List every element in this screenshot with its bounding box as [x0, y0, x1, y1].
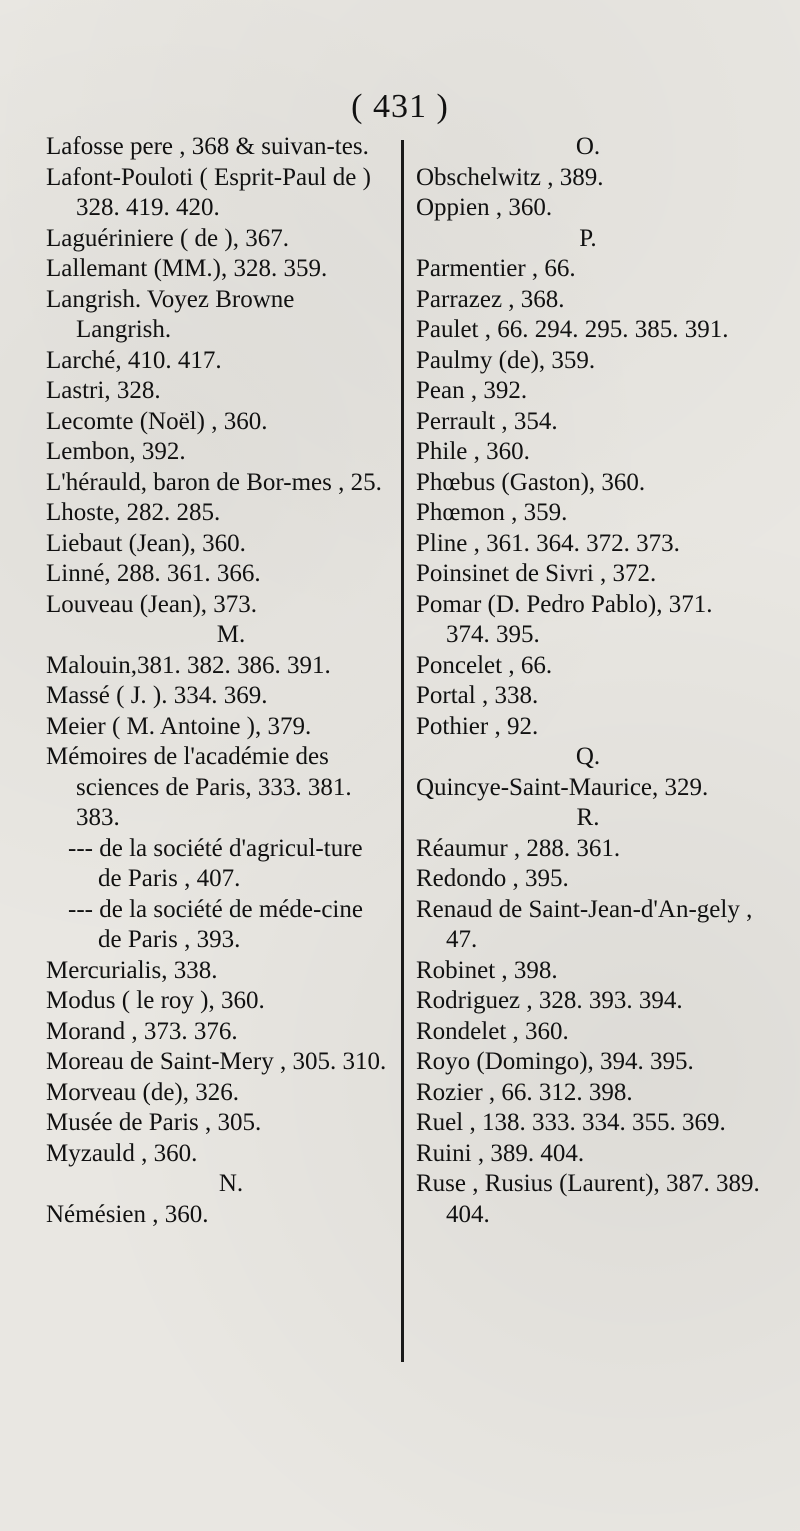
index-entry: Modus ( le roy ), 360. [46, 987, 265, 1014]
index-entry: Meier ( M. Antoine ), 379. [46, 712, 312, 740]
index-entry: Laguériniere ( de ), 367. [46, 224, 289, 252]
index-entry: Parrazez , 368. [416, 285, 565, 313]
index-entry: Ruse , Rusius (Laurent), 387. 389. 404. [416, 1170, 766, 1228]
index-entry: Phœbus (Gaston), 360. [416, 468, 646, 496]
index-entry: Poinsinet de Sivri , 372. [416, 560, 657, 587]
index-entry: Ruini , 389. 404. [416, 1139, 585, 1167]
index-entry: Quincye-Saint-Maurice, 329. [416, 773, 709, 801]
section-letter-heading: Q. [575, 743, 601, 770]
index-entry: Massé ( J. ). 334. 369. [46, 682, 268, 709]
index-entry: Moreau de Saint-Mery , 305. 310. [46, 1048, 387, 1075]
index-column-right [416, 132, 766, 1230]
index-entry: Pean , 392. [416, 377, 528, 404]
index-entry: Némésien , 360. [46, 1200, 209, 1228]
index-entry: Pomar (D. Pedro Pablo), 371. 374. 395. [416, 590, 719, 648]
index-entry: Lafosse pere , 368 & suivan-tes. [46, 133, 369, 160]
index-entry: Lembon, 392. [46, 438, 186, 465]
index-sub-entry: --- de la société d'agricul-ture de Paris , 407. [68, 834, 369, 892]
column-divider [401, 140, 404, 1362]
index-entry: Mercurialis, 338. [46, 956, 218, 984]
index-sub-entry: --- de la société de méde-cine de Paris , 393. [68, 895, 370, 953]
section-letter-heading: R. [576, 804, 600, 831]
index-entry: Louveau (Jean), 373. [46, 590, 258, 618]
index-entry: Paulet , 66. 294. 295. 385. 391. [416, 316, 729, 343]
index-entry: Oppien , 360. [416, 194, 553, 221]
index-entry: Rozier , 66. 312. 398. [416, 1078, 633, 1106]
index-entry: Lecomte (Noël) , 360. [46, 407, 268, 435]
index-entry: Myzauld , 360. [46, 1139, 198, 1167]
index-entry: Larché, 410. 417. [46, 346, 222, 374]
index-entry: Morand , 373. 376. [46, 1017, 238, 1045]
index-entry: Redondo , 395. [416, 865, 569, 892]
index-entry: Phœmon , 359. [416, 499, 568, 526]
index-entry: Obschelwitz , 389. [416, 163, 604, 191]
index-entry: Linné, 288. 361. 366. [46, 560, 261, 587]
index-entry: Réaumur , 288. 361. [416, 834, 621, 862]
index-entry: Langrish. Voyez Browne Langrish. [46, 285, 301, 343]
index-entry: L'hérauld, baron de Bor-mes , 25. [46, 468, 382, 496]
index-entry: Rondelet , 360. [416, 1017, 569, 1045]
section-letter-heading: M. [216, 621, 246, 648]
index-entry: Paulmy (de), 359. [416, 346, 596, 374]
index-entry: Perrault , 354. [416, 407, 558, 435]
index-entry: Pline , 361. 364. 372. 373. [416, 529, 680, 557]
index-entry: Robinet , 398. [416, 956, 558, 984]
section-letter-heading: O. [575, 133, 601, 160]
index-entry: Lhoste, 282. 285. [46, 499, 221, 526]
section-letter-heading: P. [579, 224, 597, 252]
index-entry: Ruel , 138. 333. 334. 355. 369. [416, 1109, 726, 1136]
index-entry: Lallemant (MM.), 328. 359. [46, 255, 328, 282]
index-entry: Morveau (de), 326. [46, 1078, 239, 1106]
index-entry: Pothier , 92. [416, 712, 539, 740]
index-entry: Portal , 338. [416, 682, 539, 709]
index-entry: Liebaut (Jean), 360. [46, 529, 246, 557]
index-entry: Lafont-Pouloti ( Esprit-Paul de ) 328. 419. 420. [46, 163, 378, 221]
index-entry: Mémoires de l'académie des sciences de Paris, 333. 381. 383. [46, 743, 358, 831]
index-entry: Rodriguez , 328. 393. 394. [416, 987, 683, 1014]
index-entry: Musée de Paris , 305. [46, 1109, 262, 1136]
index-entry: Poncelet , 66. [416, 651, 553, 679]
index-column-left [46, 132, 390, 1230]
index-entry: Royo (Domingo), 394. 395. [416, 1048, 694, 1075]
index-entry: Phile , 360. [416, 438, 530, 465]
index-entry: Renaud de Saint-Jean-d'An-gely , 47. [416, 895, 759, 953]
index-entry: Malouin,381. 382. 386. 391. [46, 651, 331, 679]
index-entry: Lastri, 328. [46, 377, 161, 404]
page-number: ( 431 ) [351, 88, 449, 125]
index-entry: Parmentier , 66. [416, 255, 576, 282]
section-letter-heading: N. [218, 1170, 244, 1197]
